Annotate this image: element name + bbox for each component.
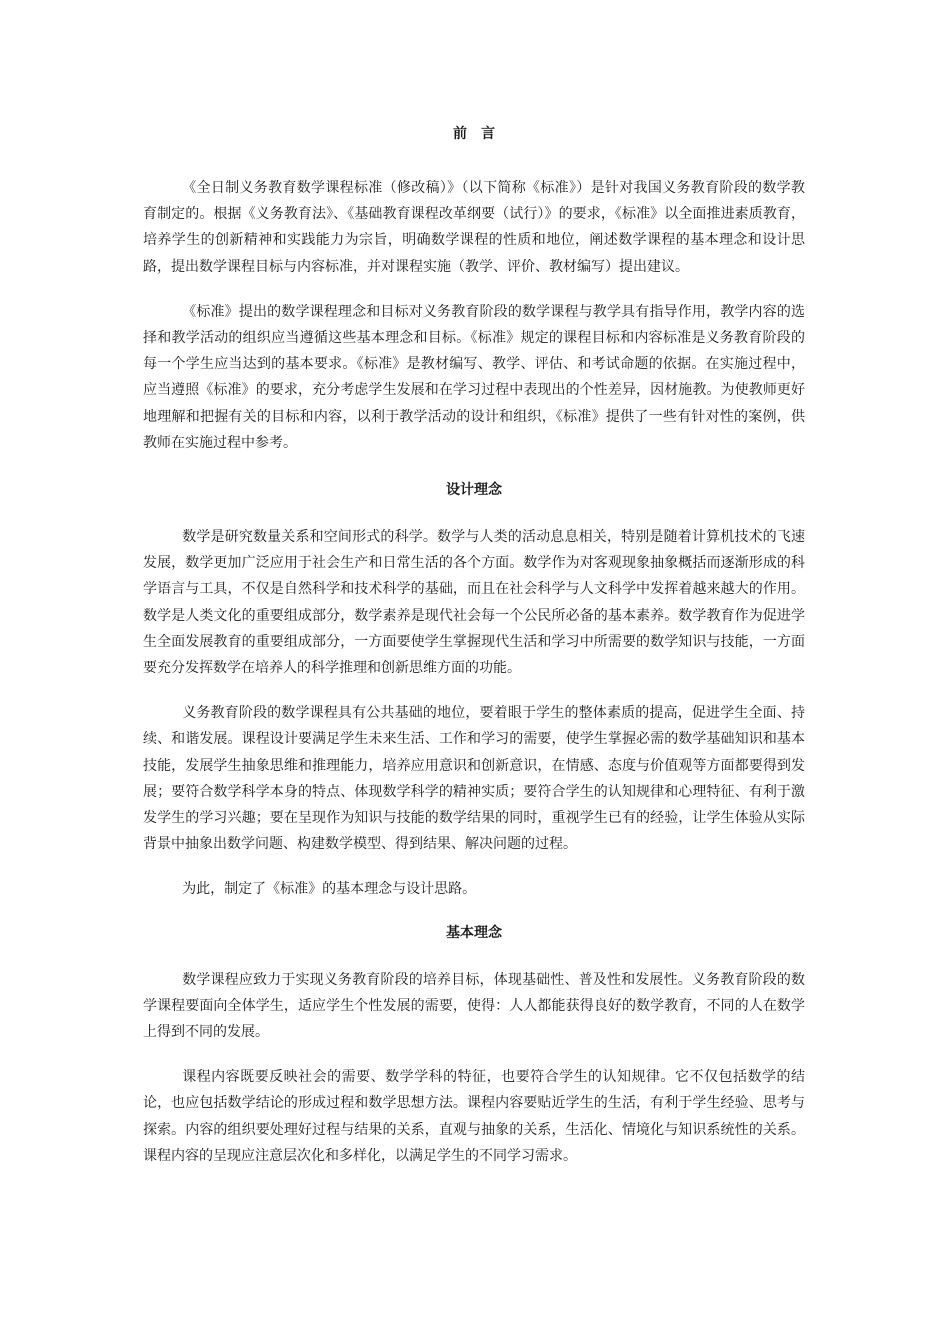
preface-paragraph-1: 《全日制义务教育数学课程标准（修改稿）》（以下简称《标准》）是针对我国义务教育阶段的数学教育制定的。根据《义务教育法》、《基础教育课程改革纲要（试行）》的要求，《标准》以全面推进素质教育，培养学生的创新精神和实践能力为宗旨，明确数学课程的性质和地位，阐述数学课程的基本理念和设计思路，提出数学课程目标与内容标准，并对课程实施（教学、评价、教材编写）提出建议。 bbox=[143, 180, 805, 275]
basic-paragraph-2: 课程内容既要反映社会的需要、数学学科的特征，也要符合学生的认知规律。它不仅包括数学的结论，也应包括数学结论的形成过程和数学思想方法。课程内容要贴近学生的生活，有利于学生经验、思考与探索。内容的组织要处理好过程与结果的关系，直观与抽象的关系，生活化、情境化与知识系统性的关系。课程内容的呈现应注意层次化和多样化，以满足学生的不同学习需求。 bbox=[143, 1069, 805, 1164]
document-page bbox=[143, 120, 805, 1169]
design-concept-heading: 设计理念 bbox=[446, 482, 502, 499]
basic-paragraph-1: 数学课程应致力于实现义务教育阶段的培养目标，体现基础性、普及性和发展性。义务教育阶段的数学课程要面向全体学生，适应学生个性发展的需要，使得：人人都能获得良好的数学教育，不同的人在数学上得到不同的发展。 bbox=[143, 971, 805, 1041]
preface-paragraph-2: 《标准》提出的数学课程理念和目标对义务教育阶段的数学课程与教学具有指导作用，教学内容的选择和教学活动的组织应当遵循这些基本理念和目标。《标准》规定的课程目标和内容标准是义务教育阶段的每一个学生应当达到的基本要求。《标准》是教材编写、教学、评估、和考试命题的依据。在实施过程中，应当遵照《标准》的要求，充分考虑学生发展和在学习过程中表现出的个性差异，因材施教。为使教师更好地理解和把握有关的目标和内容，以利于教学活动的设计和组织，《标准》提供了一些有针对性的案例，供教师在实施过程中参考。 bbox=[143, 303, 805, 451]
basic-concept-heading: 基本理念 bbox=[446, 924, 502, 941]
design-paragraph-1: 数学是研究数量关系和空间形式的科学。数学与人类的活动息息相关，特别是随着计算机技术的飞速发展，数学更加广泛应用于社会生产和日常生活的各个方面。数学作为对客观现象抽象概括而逐渐形成的科学语言与工具，不仅是自然科学和技术科学的基础，而且在社会科学与人文科学中发挥着越来越大的作用。数学是人类文化的重要组成部分，数学素养是现代社会每一个公民所必备的基本素养。数学教育作为促进学生全面发展教育的重要组成部分，一方面要使学生掌握现代生活和学习中所需要的数学知识与技能，一方面要充分发挥数学在培养人的科学推理和创新思维方面的功能。 bbox=[143, 529, 805, 677]
design-paragraph-3: 为此，制定了《标准》的基本理念与设计思路。 bbox=[182, 881, 477, 898]
preface-heading: 前言 bbox=[453, 126, 509, 142]
design-paragraph-2: 义务教育阶段的数学课程具有公共基础的地位，要着眼于学生的整体素质的提高，促进学生全面、持续、和谐发展。课程设计要满足学生未来生活、工作和学习的需要，使学生掌握必需的数学基础知识和基本技能，发展学生抽象思维和推理能力，培养应用意识和创新意识，在情感、态度与价值观等方面都要得到发展；要符合数学科学本身的特点、体现数学科学的精神实质；要符合学生的认知规律和心理特征、有利于激发学生的学习兴趣；要在呈现作为知识与技能的数学结果的同时，重视学生已有的经验，让学生体验从实际背景中抽象出数学问题、构建数学模型、得到结果、解决问题的过程。 bbox=[143, 705, 805, 853]
